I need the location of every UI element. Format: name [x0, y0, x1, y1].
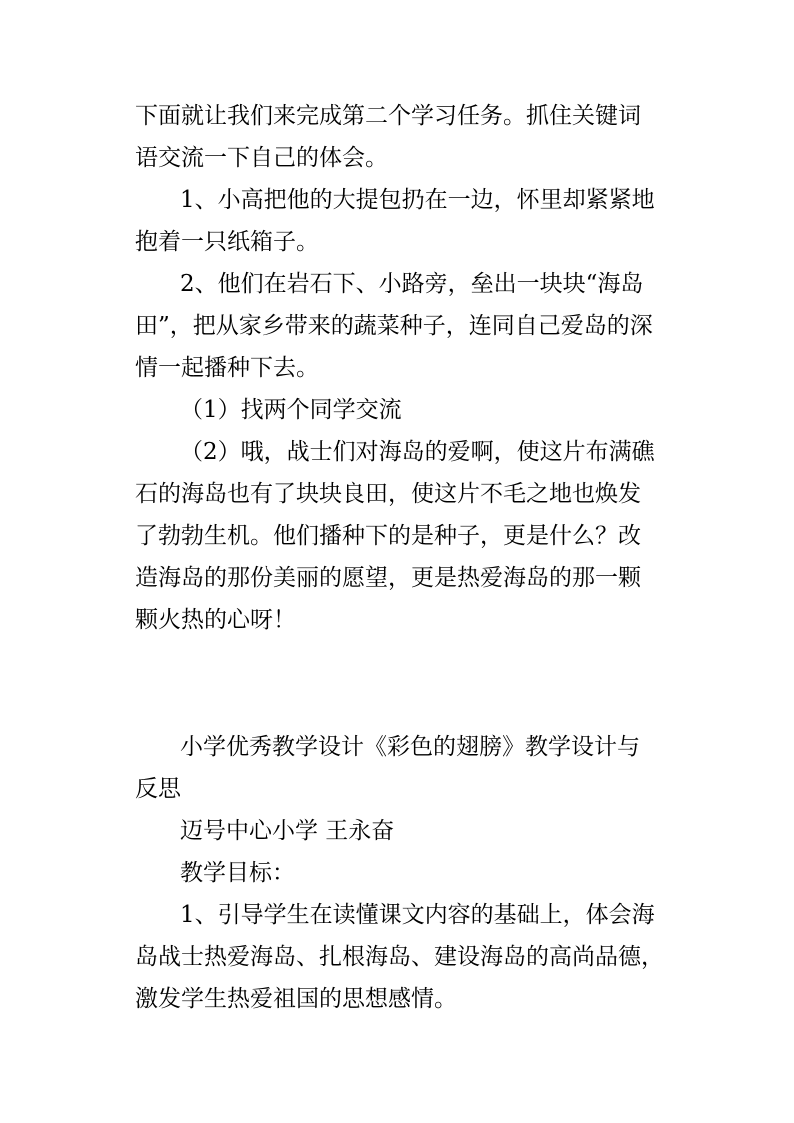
text-line: 语交流一下自己的体会。 [135, 145, 388, 171]
text-line: 2、他们在岩石下、小路旁，垒出一块块“海岛 [180, 271, 644, 297]
text-line: 1、引导学生在读懂课文内容的基础上，体会海 [180, 902, 655, 928]
text-line: 下面就让我们来完成第二个学习任务。抓住关键词 [135, 103, 641, 129]
text-line: 激发学生热爱祖国的思想感情。 [135, 986, 457, 1012]
text-line: 了勃勃生机。他们播种下的是种子，更是什么？改 [135, 523, 641, 549]
text-line: 1、小高把他的大提包扔在一边，怀里却紧紧地 [180, 187, 655, 213]
text-line: 田”，把从家乡带来的蔬菜种子，连同自己爱岛的深 [135, 313, 653, 339]
section-title-continued: 反思 [135, 776, 181, 802]
text-line: （1）找两个同学交流 [180, 397, 402, 423]
section-title: 小学优秀教学设计《彩色的翅膀》教学设计与 [180, 734, 640, 760]
text-line: 造海岛的那份美丽的愿望，更是热爱海岛的那一颗 [135, 565, 641, 591]
text-line: 颗火热的心呀！ [135, 607, 296, 633]
text-line: 抱着一只纸箱子。 [135, 229, 319, 255]
text-line: 岛战士热爱海岛、扎根海岛、建设海岛的高尚品德， [135, 944, 664, 970]
author-line: 迈号中心小学 王永奋 [180, 818, 395, 844]
text-line: 情一起播种下去。 [135, 355, 319, 381]
section-heading: 教学目标： [180, 860, 295, 886]
text-line: 石的海岛也有了块块良田，使这片不毛之地也焕发 [135, 481, 641, 507]
text-line: （2）哦，战士们对海岛的爱啊，使这片布满礁 [180, 439, 655, 465]
